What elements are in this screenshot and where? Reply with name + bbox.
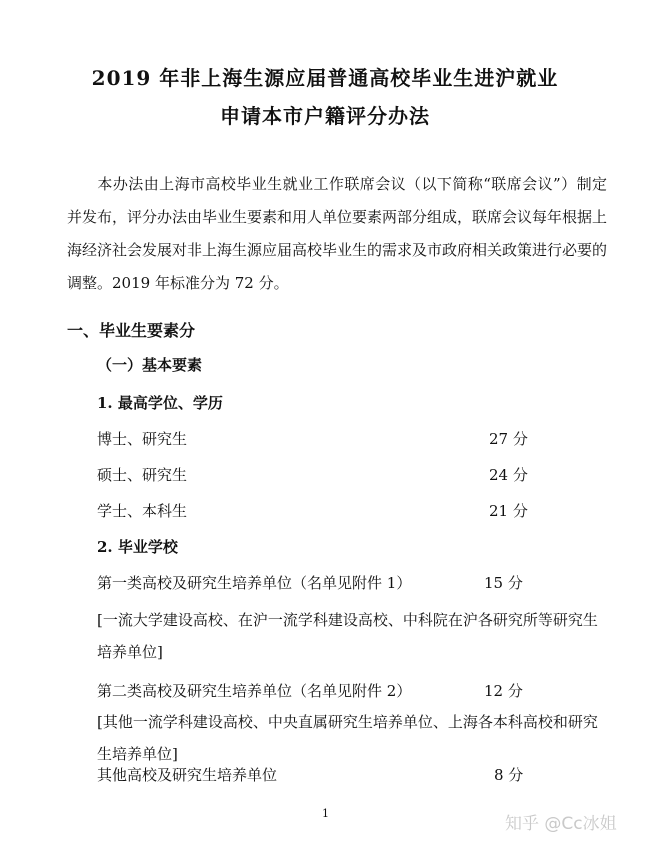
school-row-note: [一流大学建设高校、在沪一流学科建设高校、中科院在沪各研究所等研究生培养单位]: [97, 611, 598, 661]
degree-row-score: 24 分: [489, 466, 528, 484]
school-heading: 2. 毕业学校: [97, 538, 178, 556]
watermark: 知乎 @Cc冰姐: [505, 814, 617, 834]
page-number: 1: [322, 807, 329, 820]
degree-row-label: 硕士、研究生: [97, 466, 188, 484]
degree-heading: 1. 最高学位、学历: [97, 394, 223, 412]
school-row-label: 其他高校及研究生培养单位: [97, 766, 278, 784]
school-row-label: 第二类高校及研究生培养单位（名单见附件 2）: [97, 682, 412, 700]
doc-title-line2: 申请本市户籍评分办法: [220, 104, 430, 128]
degree-row-label: 博士、研究生: [97, 430, 188, 448]
doc-title-line1: 2019 年非上海生源应届普通高校毕业生进沪就业: [91, 66, 559, 90]
school-row-score: 15 分: [484, 574, 523, 592]
subsection-basic-heading: （一）基本要素: [97, 356, 203, 374]
intro-paragraph: [67, 168, 607, 300]
school-row-score: 8 分: [494, 766, 524, 784]
school-row-note: [其他一流学科建设高校、中央直属研究生培养单位、上海各本科高校和研究生培养单位]: [97, 713, 598, 763]
degree-row-score: 27 分: [489, 430, 528, 448]
degree-row-score: 21 分: [489, 502, 528, 520]
degree-row-label: 学士、本科生: [97, 502, 188, 520]
school-row-score: 12 分: [484, 682, 523, 700]
section1-heading: 一、毕业生要素分: [67, 321, 196, 340]
intro-text: 本办法由上海市高校毕业生就业工作联席会议（以下简称“联席会议”）制定并发布，评分办法由毕业生要素和用人单位要素两部分组成，联席会议每年根据上海经济社会发展对非上海生源应届高校毕业生的需求及市政府相关政策进行必要的调整。2019 年标准分为 72 分。: [67, 175, 608, 292]
school-row-label: 第一类高校及研究生培养单位（名单见附件 1）: [97, 574, 412, 592]
